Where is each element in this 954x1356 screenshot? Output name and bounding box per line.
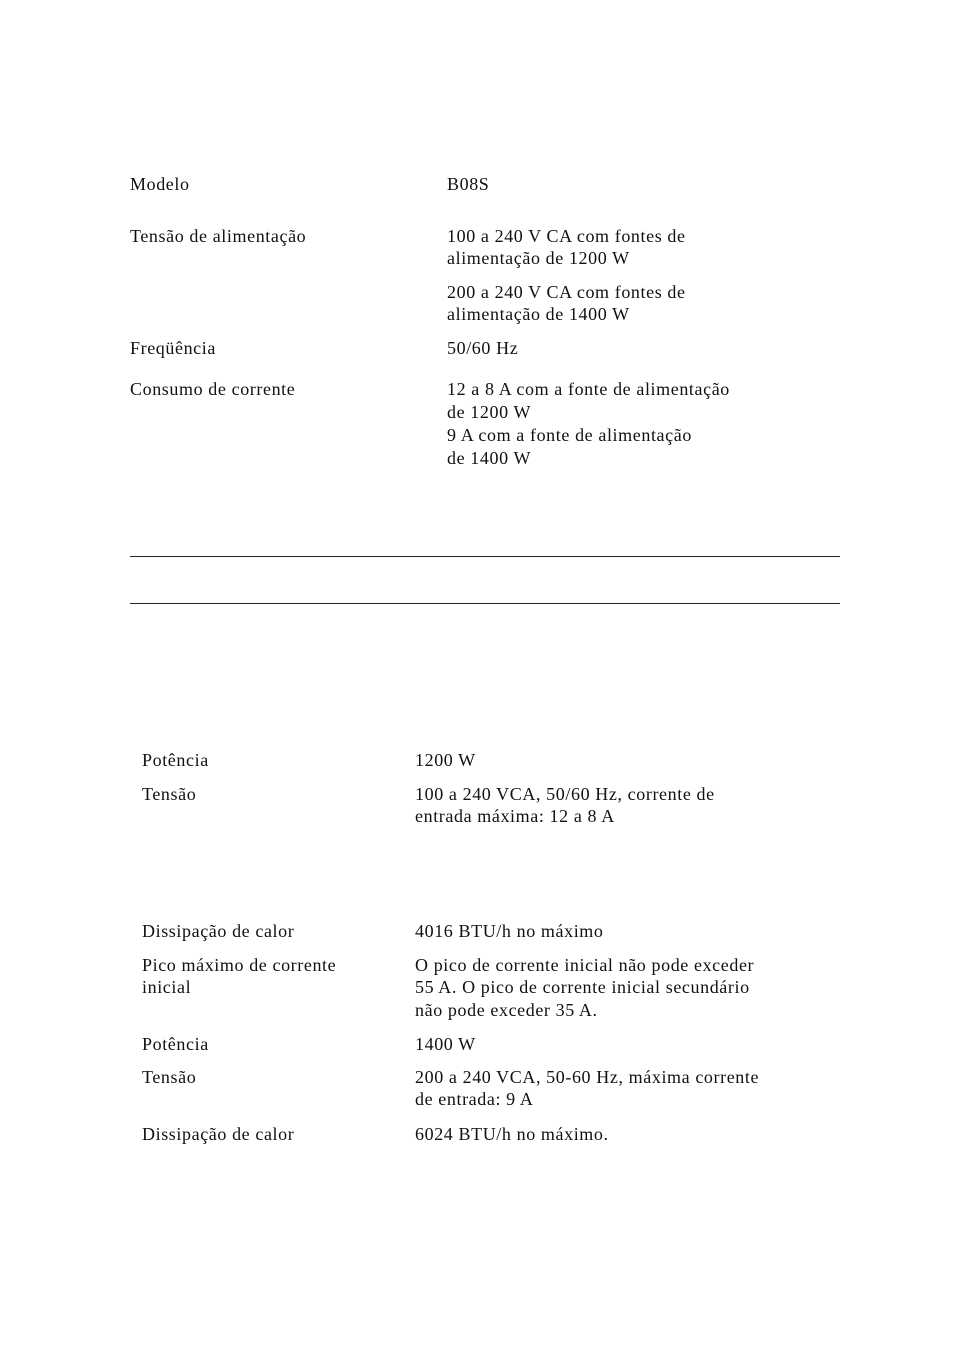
spec-value-inrush-current-line: não pode exceder 35 A. [415, 1000, 598, 1020]
spec-value-voltage-1400-line: 200 a 240 VCA, 50-60 Hz, máxima corrente [415, 1067, 760, 1087]
spec-label-heat-dissipation-1200: Dissipação de calor [142, 921, 295, 941]
spec-value-current-draw-line: de 1200 W [447, 402, 532, 422]
spec-label-heat-dissipation-1400: Dissipação de calor [142, 1124, 295, 1144]
spec-value-heat-dissipation-1400: 6024 BTU/h no máximo. [415, 1124, 609, 1144]
spec-label-model: Modelo [130, 174, 190, 194]
spec-value-current-draw-line: de 1400 W [447, 448, 532, 468]
spec-label-voltage-1200: Tensão [142, 784, 197, 804]
spec-value-supply-voltage-line: alimentação de 1200 W [447, 248, 630, 268]
spec-value-heat-dissipation-1200: 4016 BTU/h no máximo [415, 921, 604, 941]
spec-value-voltage-1200-line: entrada máxima: 12 a 8 A [415, 806, 615, 826]
spec-label-power-1400: Potência [142, 1034, 209, 1054]
spec-value-voltage-1200-line: 100 a 240 VCA, 50/60 Hz, corrente de [415, 784, 715, 804]
spec-value-power-1200: 1200 W [415, 750, 476, 770]
spec-value-supply-voltage-line: alimentação de 1400 W [447, 304, 630, 324]
spec-label-current-draw: Consumo de corrente [130, 379, 296, 399]
horizontal-rule [130, 556, 840, 557]
spec-label-voltage-1400: Tensão [142, 1067, 197, 1087]
spec-value-inrush-current-line: 55 A. O pico de corrente inicial secundário [415, 977, 750, 997]
spec-value-voltage-1400-line: de entrada: 9 A [415, 1089, 534, 1109]
spec-value-inrush-current-line: O pico de corrente inicial não pode exceder [415, 955, 755, 975]
spec-value-supply-voltage-line: 200 a 240 V CA com fontes de [447, 282, 686, 302]
spec-value-model: B08S [447, 174, 490, 194]
spec-value-current-draw-line: 12 a 8 A com a fonte de alimentação [447, 379, 730, 399]
horizontal-rule [130, 603, 840, 604]
spec-value-power-1400: 1400 W [415, 1034, 476, 1054]
spec-label-power-1200: Potência [142, 750, 209, 770]
spec-label-supply-voltage: Tensão de alimentação [130, 226, 307, 246]
spec-label-inrush-current-line: Pico máximo de corrente [142, 955, 337, 975]
spec-label-frequency: Freqüência [130, 338, 216, 358]
spec-value-current-draw-line: 9 A com a fonte de alimentação [447, 425, 692, 445]
spec-value-frequency: 50/60 Hz [447, 338, 519, 358]
spec-value-supply-voltage-line: 100 a 240 V CA com fontes de [447, 226, 686, 246]
spec-label-inrush-current-line: inicial [142, 977, 192, 997]
